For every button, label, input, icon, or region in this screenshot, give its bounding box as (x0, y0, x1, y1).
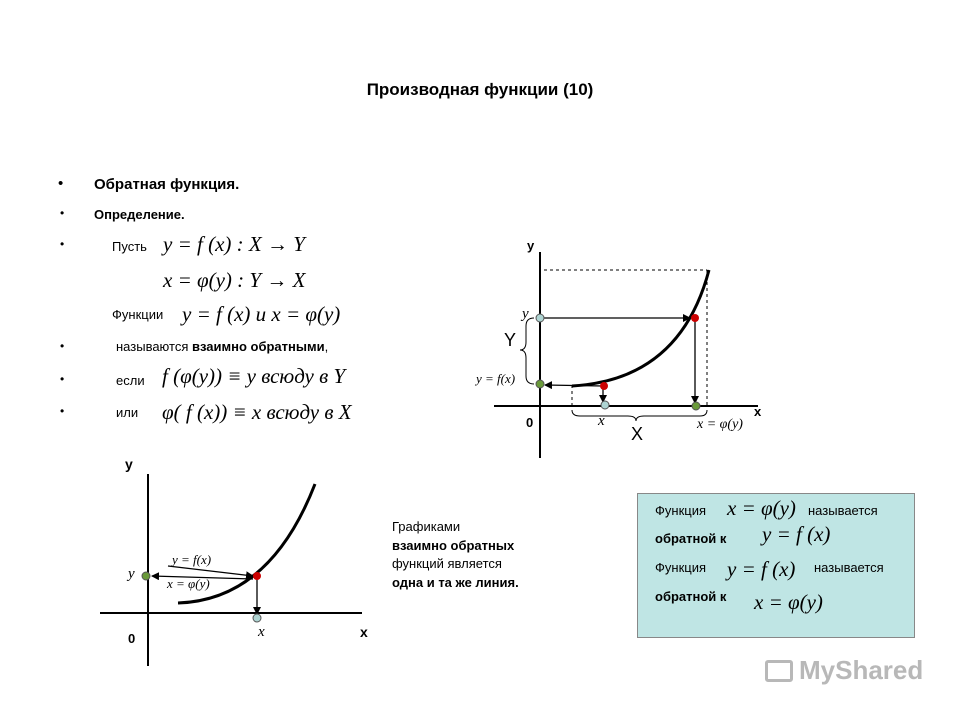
heading-inverse-function: Обратная функция. (94, 176, 240, 193)
top-arrow-to-y (545, 385, 603, 386)
top-X-set-label: X (631, 424, 644, 444)
bullet-dot: • (60, 237, 65, 251)
bottom-dot-red (253, 572, 261, 580)
top-x-value-label: x (598, 413, 605, 429)
myshared-logo: MyShared (765, 655, 923, 686)
formula-let-2: x = φ(y) : Y → X (163, 268, 306, 292)
box-formula-1: x = φ(y) (727, 496, 796, 520)
bottom-y-axis-label: y (125, 456, 133, 472)
top-dot-red (691, 314, 699, 322)
bottom-dot-green (142, 572, 150, 580)
box-formula-1b: y = f (x) (762, 522, 831, 546)
box-inverse-2: обратной к (655, 589, 727, 604)
box-inverse-1: обратной к (655, 531, 727, 546)
box-formula-2b: x = φ(y) (754, 590, 823, 614)
caption-line-3: функций является (392, 556, 502, 571)
bullet-dot: • (60, 339, 65, 353)
definition-label: Определение. (94, 207, 185, 222)
top-fx-label: y = f(x) (476, 371, 516, 386)
box-func-1: Функция (655, 503, 706, 518)
functions-label: Функции (112, 307, 164, 322)
top-curve (572, 270, 709, 386)
formula-or: φ( f (x)) ≡ x всюду в X (162, 400, 352, 424)
top-dot-teal (536, 314, 544, 322)
box-formula-2: y = f (x) (727, 557, 796, 581)
top-dot-green (536, 380, 544, 388)
formula-if: f (φ(y)) ≡ y всюду в Y (162, 364, 346, 388)
bullet-dot: • (60, 404, 65, 418)
bottom-origin-label: 0 (128, 631, 136, 646)
box-called-1: называется (808, 503, 878, 518)
top-origin-label: 0 (526, 415, 534, 430)
bottom-x-value-label: x (258, 624, 265, 640)
brace-Y (520, 318, 534, 384)
called-mutually-inverse: называются взаимно обратными, (116, 339, 329, 354)
bullet-dot: • (60, 206, 65, 220)
top-y-axis-label: y (527, 238, 535, 253)
caption-line-2: взаимно обратных (392, 538, 515, 553)
bottom-x-axis-label: x (360, 624, 368, 640)
caption-line-4: одна и та же линия. (392, 575, 519, 590)
presentation-icon (765, 660, 793, 682)
caption-line-1: Графиками (392, 519, 461, 534)
bottom-dot-teal (253, 614, 261, 622)
box-called-2: называется (814, 560, 884, 575)
bullet-dot: • (58, 175, 64, 192)
brace-X (572, 410, 707, 421)
formula-functions: y = f (x) и x = φ(y) (182, 302, 341, 326)
top-dot-green (692, 402, 700, 410)
let-label: Пусть (112, 239, 147, 254)
box-func-2: Функция (655, 560, 706, 575)
top-x-axis-label: x (754, 404, 762, 419)
or-label: или (116, 405, 139, 420)
formula-let-1: y = f (x) : X → Y (163, 232, 305, 256)
top-phi-label: x = φ(y) (697, 417, 743, 432)
top-dot-red (600, 382, 608, 390)
bottom-y-value-label: y (128, 566, 135, 582)
top-dot-teal (601, 401, 609, 409)
bottom-graph (100, 474, 362, 666)
page-title: Производная функции (10) (366, 80, 594, 99)
bullet-dot: • (60, 372, 65, 386)
top-Y-set-label: Y (504, 330, 517, 350)
if-label: если (116, 373, 145, 388)
bottom-phi-label: x = φ(y) (167, 576, 210, 591)
top-y-value-label: y (522, 306, 529, 322)
bottom-fx-label: y = f(x) (172, 552, 212, 567)
